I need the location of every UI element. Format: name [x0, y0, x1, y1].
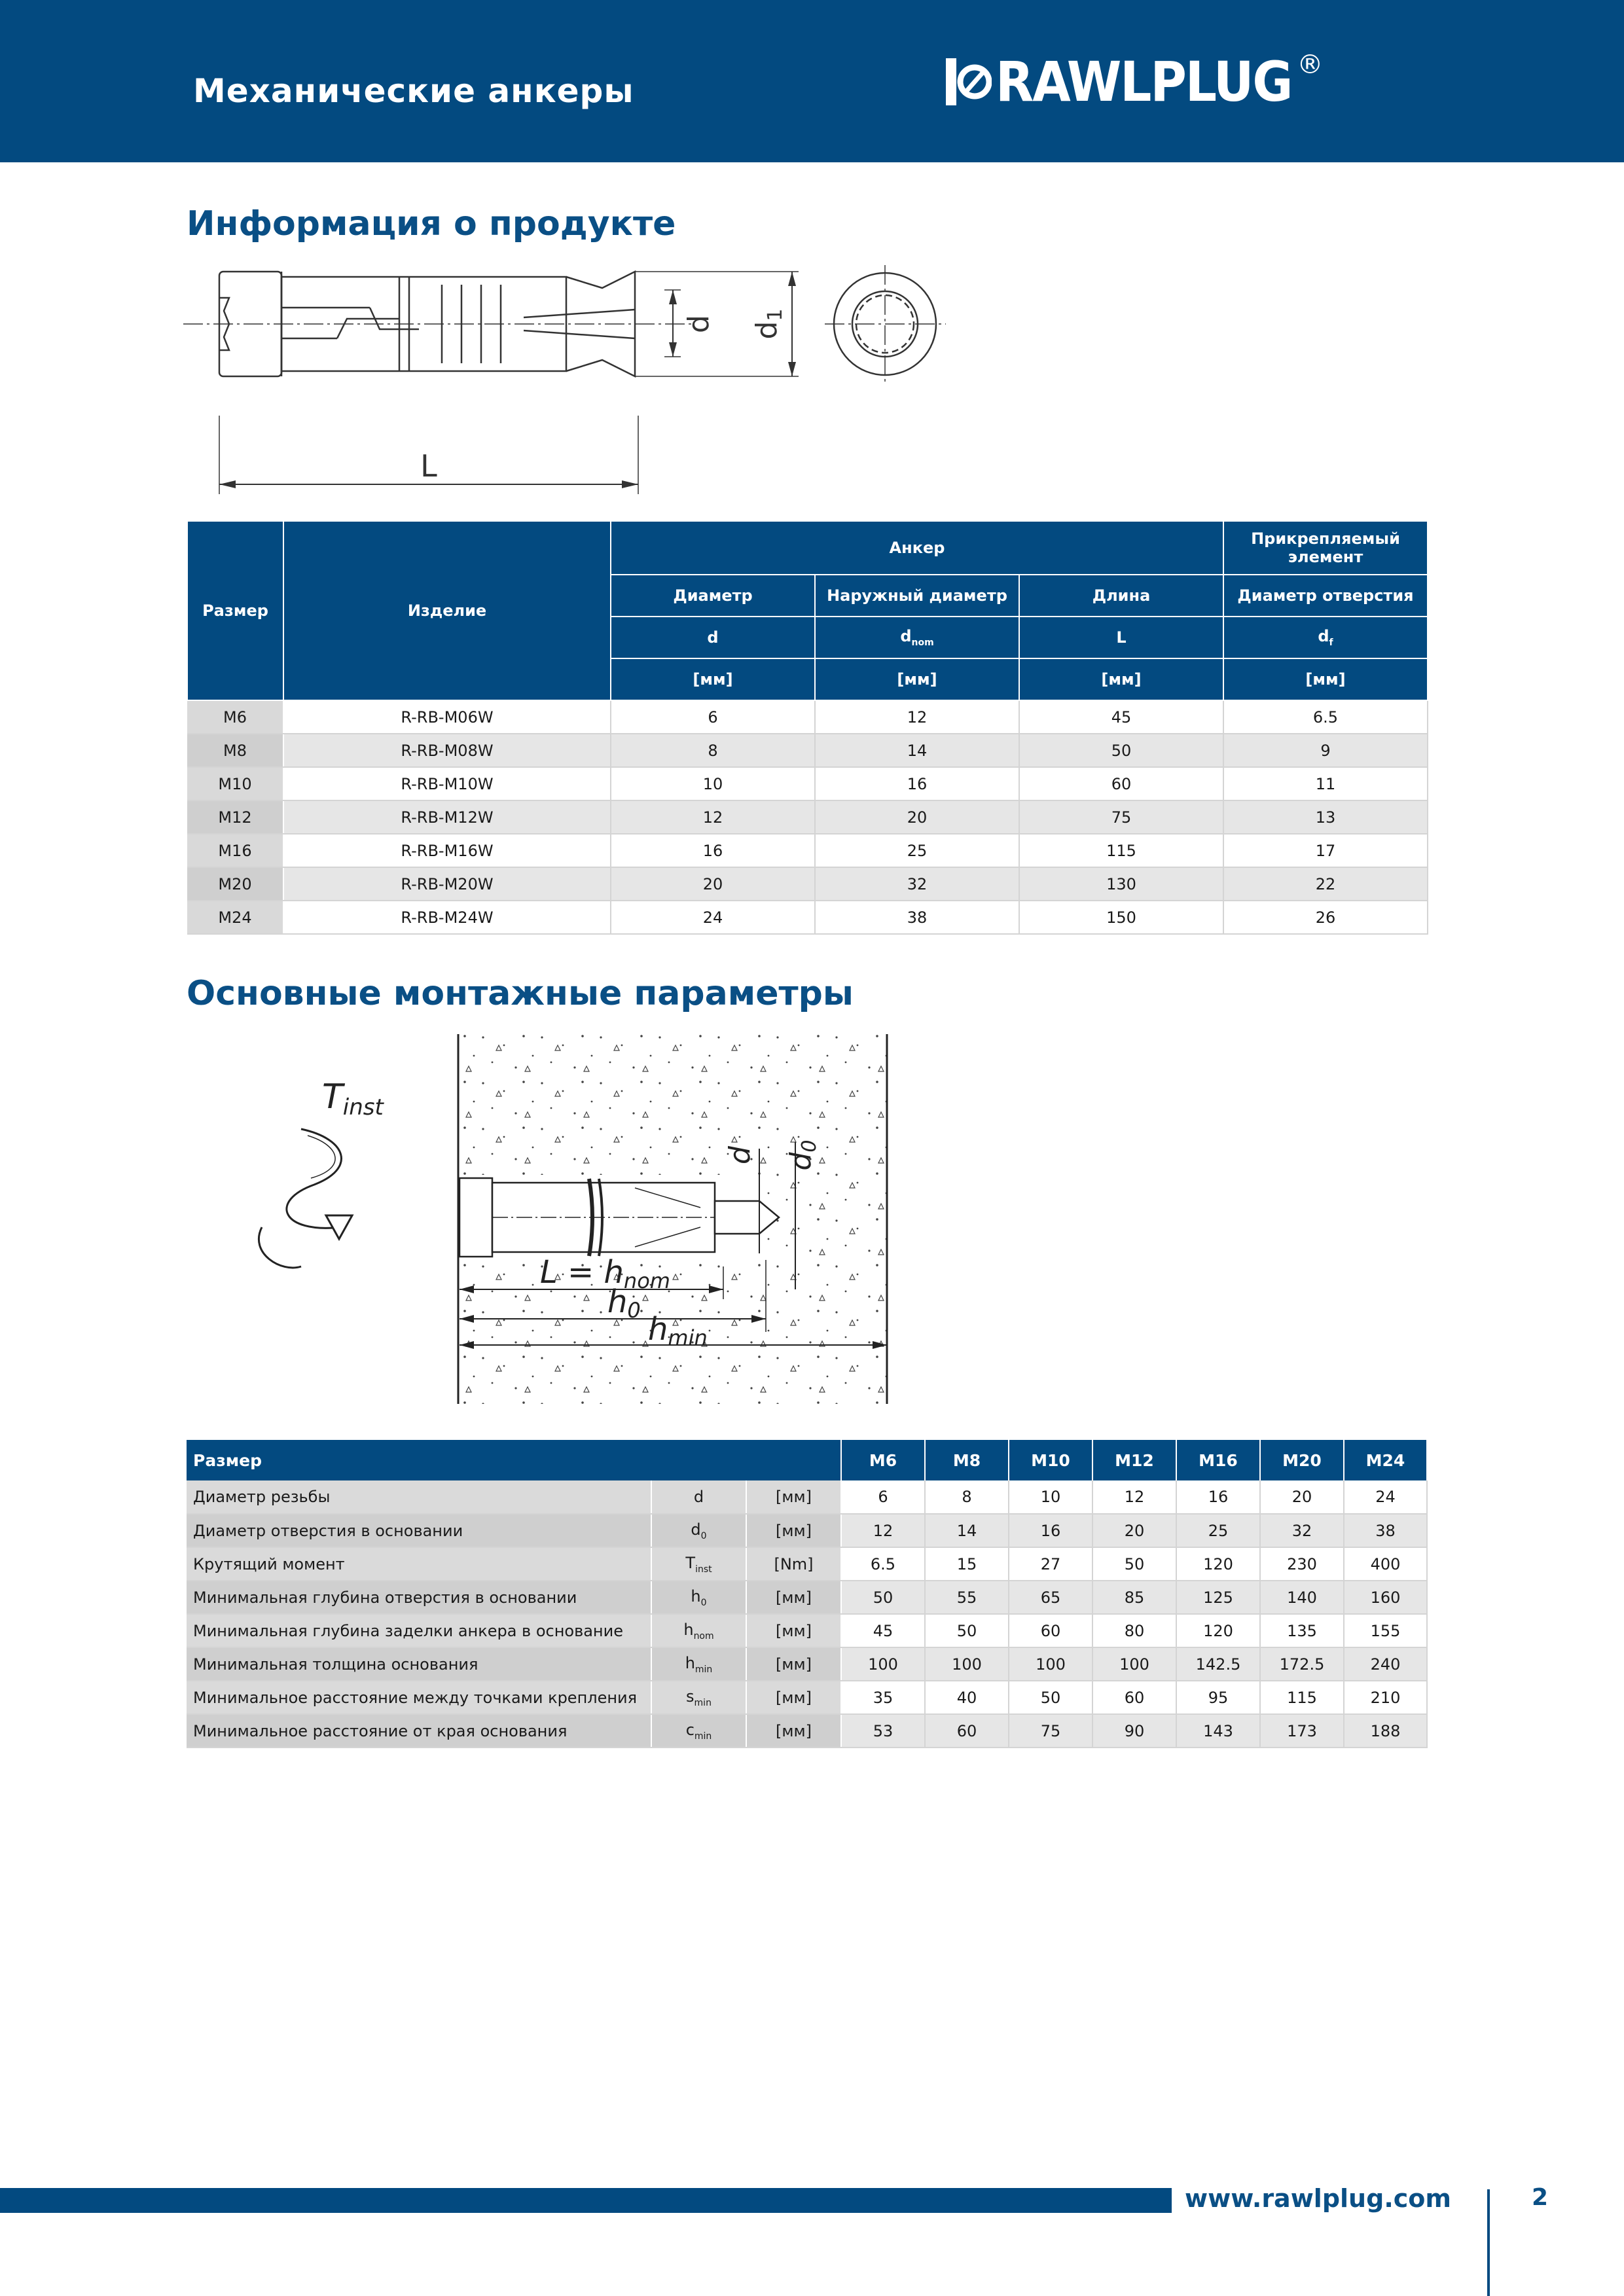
cell-d: 24	[611, 901, 815, 934]
table-row	[187, 700, 1428, 734]
th-unit-df: [мм]	[1223, 658, 1428, 700]
th-sym-df	[1223, 617, 1428, 658]
param-value: 10	[1009, 1480, 1092, 1514]
th-anchor: Анкер	[611, 521, 1223, 575]
param-symbol-sub: 0	[700, 1597, 707, 1608]
param-symbol-main: h	[691, 1587, 701, 1605]
cell-df: 6.5	[1223, 700, 1428, 734]
param-symbol	[651, 1581, 746, 1614]
sym-dnom-sub: nom	[911, 637, 934, 648]
param-value: 50	[925, 1614, 1009, 1647]
footer-url[interactable]: www.rawlplug.com	[1185, 2184, 1451, 2213]
param-name: Минимальное расстояние между точками крепления	[187, 1681, 651, 1714]
th-hole-diameter: Диаметр отверстия	[1223, 575, 1428, 617]
param-symbol-main: s	[686, 1687, 695, 1706]
param-symbol-main: h	[685, 1653, 695, 1672]
th-size-m12: M12	[1092, 1440, 1176, 1480]
rawlplug-logo	[946, 50, 1324, 114]
th-sym-dnom	[815, 617, 1019, 658]
param-value: 50	[1092, 1547, 1176, 1581]
param-value: 24	[1344, 1480, 1427, 1514]
param-value: 50	[841, 1581, 925, 1614]
table-row	[187, 901, 1428, 934]
label-h0-main: h	[607, 1283, 628, 1320]
label-d0-main: d	[784, 1152, 818, 1171]
param-symbol-sub: min	[695, 1664, 713, 1675]
cell-df: 13	[1223, 800, 1428, 834]
cell-df: 22	[1223, 867, 1428, 901]
th-size-m16: M16	[1176, 1440, 1260, 1480]
cell-L: 60	[1019, 767, 1223, 800]
param-symbol-main: h	[683, 1620, 694, 1639]
table-row	[187, 767, 1428, 800]
cell-df: 26	[1223, 901, 1428, 934]
param-value: 60	[925, 1714, 1009, 1748]
cell-item: R-RB-M12W	[283, 800, 611, 834]
cell-d: 20	[611, 867, 815, 901]
param-value: 53	[841, 1714, 925, 1748]
rawlplug-r-mark-icon	[946, 58, 992, 105]
param-unit: [мм]	[746, 1647, 841, 1681]
param-value: 85	[1092, 1581, 1176, 1614]
param-value: 95	[1176, 1681, 1260, 1714]
param-value: 100	[1092, 1647, 1176, 1681]
cell-d: 6	[611, 700, 815, 734]
param-unit: [Nm]	[746, 1547, 841, 1581]
label-hmin-main: h	[648, 1311, 668, 1348]
table-row	[187, 1647, 1427, 1681]
param-value: 65	[1009, 1581, 1092, 1614]
param-value: 135	[1260, 1614, 1344, 1647]
cell-dnom: 14	[815, 734, 1019, 767]
table-row	[187, 1614, 1427, 1647]
cell-size: M16	[187, 834, 283, 867]
param-value: 16	[1176, 1480, 1260, 1514]
label-d-install: d	[723, 1146, 757, 1164]
param-value: 80	[1092, 1614, 1176, 1647]
param-value: 100	[841, 1647, 925, 1681]
param-symbol-main: d	[693, 1488, 704, 1506]
param-symbol-main: T	[685, 1553, 696, 1572]
param-symbol	[651, 1547, 746, 1581]
param-value: 210	[1344, 1681, 1427, 1714]
th-item: Изделие	[283, 521, 611, 700]
cell-d: 10	[611, 767, 815, 800]
param-value: 143	[1176, 1714, 1260, 1748]
param-symbol	[651, 1714, 746, 1748]
param-value: 115	[1260, 1681, 1344, 1714]
cell-size: M20	[187, 867, 283, 901]
param-value: 125	[1176, 1581, 1260, 1614]
param-value: 25	[1176, 1514, 1260, 1547]
cell-L: 75	[1019, 800, 1223, 834]
param-value: 155	[1344, 1614, 1427, 1647]
param-name: Минимальная толщина основания	[187, 1647, 651, 1681]
param-value: 60	[1092, 1681, 1176, 1714]
param-symbol-sub: min	[694, 1731, 712, 1742]
cell-d: 8	[611, 734, 815, 767]
label-d1-main: d	[750, 321, 784, 340]
cell-size: M10	[187, 767, 283, 800]
cell-L: 45	[1019, 700, 1223, 734]
cell-dnom: 12	[815, 700, 1019, 734]
param-value: 38	[1344, 1514, 1427, 1547]
param-value: 100	[1009, 1647, 1092, 1681]
anchor-dimension-drawing	[183, 259, 982, 501]
th-unit-dnom: [мм]	[815, 658, 1019, 700]
cell-item: R-RB-M16W	[283, 834, 611, 867]
cell-dnom: 20	[815, 800, 1019, 834]
label-hmin-sub: min	[668, 1325, 708, 1350]
param-value: 12	[1092, 1480, 1176, 1514]
param-value: 14	[925, 1514, 1009, 1547]
param-unit: [мм]	[746, 1614, 841, 1647]
param-value: 20	[1260, 1480, 1344, 1514]
cell-df: 9	[1223, 734, 1428, 767]
registered-mark: ®	[1297, 50, 1324, 80]
label-h0-sub: 0	[627, 1298, 641, 1323]
param-unit: [мм]	[746, 1480, 841, 1514]
param-value: 230	[1260, 1547, 1344, 1581]
param-value: 120	[1176, 1614, 1260, 1647]
th-sym-L: L	[1019, 617, 1223, 658]
th-unit-L: [мм]	[1019, 658, 1223, 700]
param-value: 172.5	[1260, 1647, 1344, 1681]
param-value: 140	[1260, 1581, 1344, 1614]
cell-d: 16	[611, 834, 815, 867]
param-value: 188	[1344, 1714, 1427, 1748]
param-value: 120	[1176, 1547, 1260, 1581]
installation-drawing	[242, 1031, 897, 1410]
label-tinst-main: T	[322, 1077, 343, 1117]
brand-name: RAWLPLUG	[996, 50, 1292, 114]
section-title-installation: Основные монтажные параметры	[187, 974, 854, 1013]
param-value: 6	[841, 1480, 925, 1514]
label-d0-sub: 0	[798, 1139, 821, 1153]
label-L-hnom-main: L = h	[540, 1254, 624, 1291]
header-title: Механические анкеры	[193, 72, 634, 110]
th-size: Размер	[187, 521, 283, 700]
param-value: 173	[1260, 1714, 1344, 1748]
param-value: 27	[1009, 1547, 1092, 1581]
product-table	[187, 520, 1428, 935]
th-length: Длина	[1019, 575, 1223, 617]
cell-dnom: 16	[815, 767, 1019, 800]
th-size-m10: M10	[1009, 1440, 1092, 1480]
table-row	[187, 834, 1428, 867]
param-symbol-main: c	[685, 1720, 695, 1739]
param-value: 142.5	[1176, 1647, 1260, 1681]
param-value: 6.5	[841, 1547, 925, 1581]
cell-item: R-RB-M20W	[283, 867, 611, 901]
param-symbol	[651, 1681, 746, 1714]
cell-item: R-RB-M24W	[283, 901, 611, 934]
param-value: 12	[841, 1514, 925, 1547]
param-value: 75	[1009, 1714, 1092, 1748]
th-unit-d: [мм]	[611, 658, 815, 700]
cell-item: R-RB-M10W	[283, 767, 611, 800]
param-value: 16	[1009, 1514, 1092, 1547]
param-value: 100	[925, 1647, 1009, 1681]
th-size-m24: M24	[1344, 1440, 1427, 1480]
param-unit: [мм]	[746, 1714, 841, 1748]
cell-d: 12	[611, 800, 815, 834]
page-header	[0, 0, 1624, 162]
params-table	[187, 1440, 1428, 1748]
cell-size: M12	[187, 800, 283, 834]
param-name: Минимальная глубина заделки анкера в основание	[187, 1614, 651, 1647]
sym-dnom-main: d	[900, 627, 912, 645]
param-value: 55	[925, 1581, 1009, 1614]
cell-item: R-RB-M06W	[283, 700, 611, 734]
cell-df: 11	[1223, 767, 1428, 800]
label-d1	[750, 308, 787, 339]
th-size-m8: M8	[925, 1440, 1009, 1480]
cell-dnom: 38	[815, 901, 1019, 934]
param-symbol	[651, 1614, 746, 1647]
param-value: 32	[1260, 1514, 1344, 1547]
param-symbol-sub: 0	[700, 1530, 707, 1541]
param-value: 15	[925, 1547, 1009, 1581]
th-sym-d: d	[611, 617, 815, 658]
cell-dnom: 25	[815, 834, 1019, 867]
param-symbol-sub: min	[694, 1697, 712, 1708]
param-value: 8	[925, 1480, 1009, 1514]
section-title-product-info: Информация о продукте	[187, 204, 676, 243]
cell-dnom: 32	[815, 867, 1019, 901]
cell-size: M6	[187, 700, 283, 734]
table-row	[187, 1581, 1427, 1614]
cell-size: M8	[187, 734, 283, 767]
label-d1-sub: 1	[764, 308, 787, 321]
param-symbol-sub: inst	[695, 1564, 712, 1575]
param-unit: [мм]	[746, 1581, 841, 1614]
param-value: 40	[925, 1681, 1009, 1714]
cell-item: R-RB-M08W	[283, 734, 611, 767]
param-value: 160	[1344, 1581, 1427, 1614]
param-name: Диаметр отверстия в основании	[187, 1514, 651, 1547]
param-value: 400	[1344, 1547, 1427, 1581]
param-symbol-sub: nom	[693, 1630, 714, 1641]
param-symbol	[651, 1480, 746, 1514]
param-name: Крутящий момент	[187, 1547, 651, 1581]
th-outer-diameter: Наружный диаметр	[815, 575, 1019, 617]
th-size-m20: M20	[1260, 1440, 1344, 1480]
table-row	[187, 800, 1428, 834]
param-value: 35	[841, 1681, 925, 1714]
cell-L: 50	[1019, 734, 1223, 767]
param-value: 45	[841, 1614, 925, 1647]
table-row	[187, 1514, 1427, 1547]
page-number: 2	[1532, 2184, 1549, 2211]
table-row	[187, 867, 1428, 901]
cell-size: M24	[187, 901, 283, 934]
table-row	[187, 734, 1428, 767]
th-size-m6: M6	[841, 1440, 925, 1480]
cell-L: 130	[1019, 867, 1223, 901]
footer-divider	[1487, 2189, 1490, 2296]
param-name: Минимальная глубина отверстия в основании	[187, 1581, 651, 1614]
table-row	[187, 1681, 1427, 1714]
table-row	[187, 1480, 1427, 1514]
label-tinst	[322, 1077, 384, 1121]
param-symbol-main: d	[691, 1520, 701, 1539]
th-fixture: Прикрепляемый элемент	[1223, 521, 1428, 575]
table-row	[187, 1714, 1427, 1748]
label-L-hnom-sub: nom	[623, 1268, 670, 1293]
table-row	[187, 1547, 1427, 1581]
label-L: L	[420, 448, 437, 484]
cell-L: 150	[1019, 901, 1223, 934]
param-value: 50	[1009, 1681, 1092, 1714]
cell-df: 17	[1223, 834, 1428, 867]
param-value: 20	[1092, 1514, 1176, 1547]
sym-df-main: d	[1318, 627, 1329, 645]
param-value: 90	[1092, 1714, 1176, 1748]
param-unit: [мм]	[746, 1514, 841, 1547]
param-name: Диаметр резьбы	[187, 1480, 651, 1514]
label-tinst-sub: inst	[342, 1094, 384, 1121]
cell-L: 115	[1019, 834, 1223, 867]
sym-df-sub: f	[1329, 637, 1333, 648]
param-value: 240	[1344, 1647, 1427, 1681]
param-value: 60	[1009, 1614, 1092, 1647]
param-symbol	[651, 1647, 746, 1681]
th-params-size: Размер	[187, 1440, 841, 1480]
footer-bar	[0, 2188, 1172, 2213]
label-d: d	[682, 315, 715, 333]
param-unit: [мм]	[746, 1681, 841, 1714]
param-symbol	[651, 1514, 746, 1547]
th-diameter: Диаметр	[611, 575, 815, 617]
param-name: Минимальное расстояние от края основания	[187, 1714, 651, 1748]
